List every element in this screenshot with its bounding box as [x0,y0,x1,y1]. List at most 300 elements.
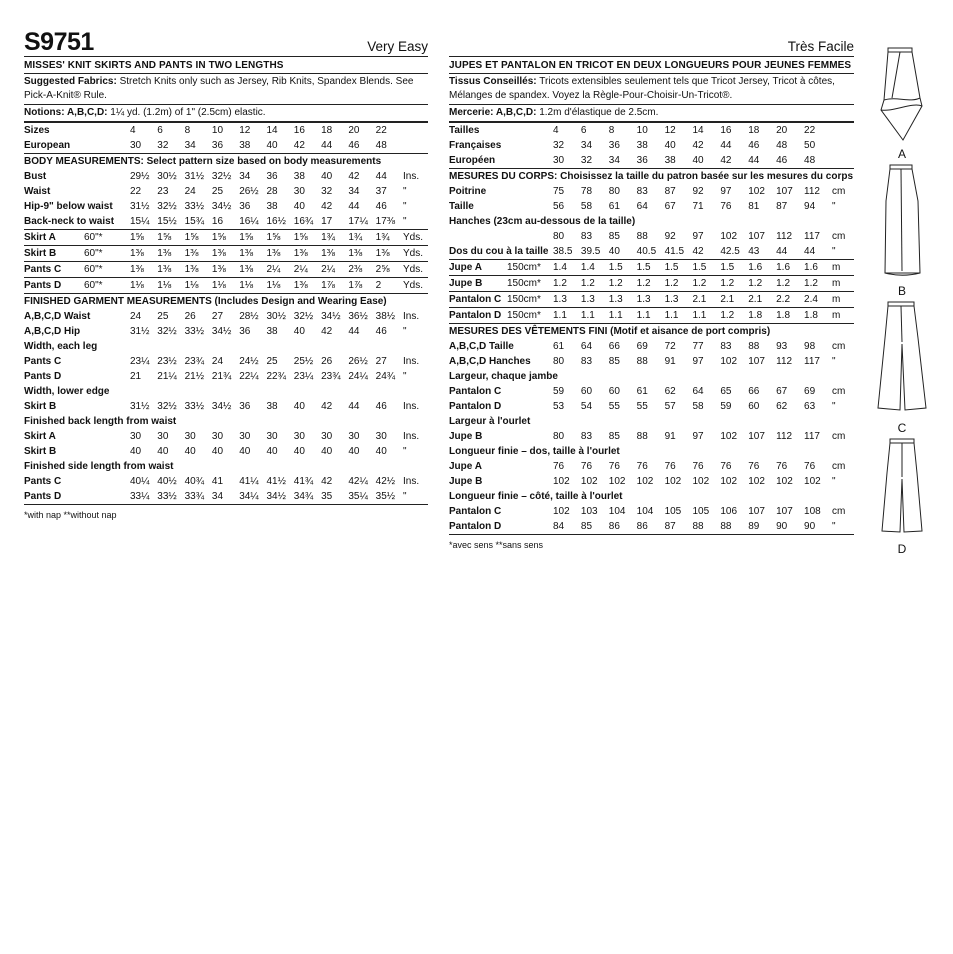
table-cell: 26 [184,311,196,322]
table-cell: 38.5 [553,244,581,260]
table-cell: 67 [776,386,788,397]
table-cell: 23 [157,186,169,197]
table-cell: 44 [804,244,832,260]
table-row [449,184,854,199]
table-cell: 80 [553,356,565,367]
table-cell: 1⅝ [212,230,239,246]
table-cell: 32½ [211,171,232,182]
table-cell: 53 [553,401,565,412]
table-cell: 83 [636,186,648,197]
section-heading-row [449,444,854,459]
table-cell: 83 [720,341,732,352]
table-cell [84,169,130,184]
row-label: Hip-9" below waist [24,201,113,212]
table-cell [507,474,553,489]
table-cell: 16½ [266,214,293,230]
table-cell: 40 [609,244,637,260]
row-label: Pants C [24,476,62,487]
table-cell: 76 [664,461,676,472]
table-cell: 30 [157,431,169,442]
table-cell: 1⅝ [157,230,184,246]
table-cell: 88 [636,231,648,242]
table-cell: 38½ [375,311,396,322]
table-cell: 102 [720,356,738,367]
table-cell: 6 [581,123,609,139]
table-cell: 34 [239,171,251,182]
table-cell: Ins. [403,476,420,487]
table-cell: 44 [348,401,360,412]
section-heading-row [449,369,854,384]
table-cell: 2.2 [776,292,804,308]
table-cell: " [403,214,428,230]
table-cell: 117 [804,431,820,442]
table-cell: " [832,476,836,487]
pants-c-drawing [872,298,932,416]
table-cell: 107 [748,506,765,517]
table-cell: 23¼ [130,356,150,367]
table-cell: 76 [720,461,732,472]
table-cell: 1⅛ [266,278,293,294]
table-cell: 1⅜ [130,262,157,278]
french-column [449,30,854,551]
table-cell: 102 [636,476,654,487]
table-cell: 34½ [266,489,293,505]
table-cell: 4 [553,123,581,139]
row-label: A,B,C,D Waist [24,311,91,322]
pattern-title-fr: JUPES ET PANTALON EN TRICOT EN DEUX LONGUEURS POUR JEUNES FEMMES [449,57,854,74]
table-cell: 27 [375,356,387,367]
table-cell: 35¼ [348,489,375,505]
table-cell: 32½ [157,401,177,412]
table-cell: 1.4 [581,260,609,276]
table-cell: 102 [720,476,738,487]
table-cell: 84 [553,519,581,535]
table-cell: 30 [375,431,387,442]
table-cell: 1.1 [581,308,609,324]
table-cell: 32½ [157,201,177,212]
table-cell: 40 [239,446,251,457]
row-label: Skirt A [24,230,84,246]
table-row [449,354,854,369]
table-cell: 64 [692,386,704,397]
table-cell: 48 [376,138,403,154]
table-cell: 76 [748,461,760,472]
row-label [449,229,507,244]
table-cell: 36 [637,153,665,169]
row-label: Européen [449,153,507,169]
table-cell: 1⅜ [266,246,293,262]
table-cell: 1.5 [720,260,748,276]
table-row [449,504,854,519]
table-cell: 1¾ [348,230,375,246]
section-heading: Finished side length from waist [24,461,174,472]
table-cell: 58 [692,401,704,412]
table-cell: 77 [692,341,704,352]
table-cell: 30 [293,431,305,442]
table-cell: 107 [776,186,793,197]
table-cell: 42.5 [720,244,748,260]
table-cell: 55 [608,401,620,412]
table-cell: 42¼ [348,476,368,487]
table-cell: 1.6 [804,260,832,276]
section-heading: Largeur, chaque jambe [449,371,558,382]
view-c [872,298,942,435]
table-cell: 34 [185,138,212,154]
table-cell: Yds. [403,278,428,294]
table-cell: 36 [212,138,239,154]
table-cell: " [403,201,407,212]
section-heading: Longueur finie – côté, taille à l'ourlet [449,491,623,502]
table-cell: 108 [804,506,821,517]
table-cell: 76 [692,461,704,472]
row-label: Skirt B [24,401,57,412]
section-heading: MESURES DES VÊTEMENTS FINI (Motif et aisance de port compris) [449,326,771,337]
table-cell: 67 [664,201,676,212]
table-cell: 88 [748,341,760,352]
table-cell: 40 [664,140,676,151]
table-cell: 69 [804,386,816,397]
table-cell: 40 [266,138,293,154]
table-cell: 1⅝ [130,230,157,246]
table-cell: 46 [776,153,804,169]
table-row [449,153,854,169]
table-cell: 75 [553,186,565,197]
row-label: A,B,C,D Hanches [449,356,531,367]
table-cell [832,138,854,153]
row-label: Skirt B [24,446,57,457]
garment-views [872,40,942,556]
table-row [24,278,428,294]
table-cell: 85 [608,431,620,442]
table-cell: 80 [553,231,565,242]
table-cell: 22 [804,123,832,139]
row-label: A,B,C,D Taille [449,341,514,352]
table-cell: 1⅛ [212,278,239,294]
table-cell: 40 [321,171,333,182]
row-label: Taille [449,201,474,212]
table-cell: 1.8 [804,308,832,324]
table-cell: 1.1 [637,308,665,324]
view-label: D [897,542,907,556]
table-cell: 1.6 [776,260,804,276]
section-heading: Width, lower edge [24,386,110,397]
table-cell: 2⅜ [348,262,375,278]
suggested-fabrics-fr: Tissus Conseillés: Tricots extensibles seulement tels que Tricot Jersey, Tricot à côtes, Mélanges de spandex. Voyez la Règle-Pour-Choisir-Un-Tricot®. [449,74,854,105]
table-cell: 42 [692,244,720,260]
table-cell: 41.5 [665,244,693,260]
table-cell [507,123,553,139]
table-cell: 102 [608,476,626,487]
table-cell: 1⅛ [130,278,157,294]
row-label: Skirt A [24,431,56,442]
table-cell: 42 [321,476,333,487]
table-row [449,399,854,414]
table-cell: 34½ [321,311,341,322]
row-label: Bust [24,171,47,182]
table-cell: Ins. [403,356,420,367]
table-cell: 26½ [348,356,368,367]
table-cell [84,489,130,505]
table-cell: 33½ [157,489,184,505]
table-cell: 85 [608,231,620,242]
table-cell: 17¼ [348,214,375,230]
table-cell: 40.5 [637,244,665,260]
table-cell: 102 [553,506,570,517]
table-cell: " [403,371,407,382]
table-cell: 30½ [157,171,177,182]
table-row [449,384,854,399]
table-cell: 102 [664,476,682,487]
table-cell: 26 [321,356,333,367]
table-cell: 150cm* [507,260,553,276]
table-cell: 76 [580,461,593,472]
section-heading-row [24,384,428,399]
table-cell: 83 [580,231,593,242]
table-cell: 54 [580,401,593,412]
section-heading: MESURES DU CORPS: Choisissez la taille du patron basée sur les mesures du corps [449,171,854,182]
table-cell [84,354,130,369]
table-cell: 107 [776,506,793,517]
table-cell: 76 [636,461,648,472]
table-cell: 1.2 [692,276,720,292]
table-cell: 34½ [211,401,232,412]
row-label: Jupe A [449,260,507,276]
table-cell: 1⅜ [294,278,321,294]
table-cell: 38 [266,401,278,412]
table-cell: 23¾ [184,356,205,367]
table-cell: 50 [804,140,816,151]
table-cell: 86 [609,519,637,535]
table-cell: 41 [211,476,224,487]
table-cell: 40 [293,201,305,212]
table-cell: " [832,356,836,367]
table-row [24,369,428,384]
row-label: Pants D [24,489,84,505]
table-row [449,459,854,474]
table-cell [507,384,553,399]
table-cell: 18 [321,123,348,139]
section-heading-row [449,214,854,229]
section-heading: Finished back length from waist [24,416,177,427]
table-cell: 88 [636,431,648,442]
table-cell: 20 [776,123,804,139]
section-heading-row [449,489,854,504]
table-cell: 16 [294,123,321,139]
table-cell [84,123,130,139]
table-cell: " [832,244,854,260]
table-cell: 35½ [376,489,403,505]
table-row [449,519,854,535]
table-cell: 22 [130,186,142,197]
table-cell [84,309,130,324]
table-cell: 10 [637,123,665,139]
table-cell: 42 [321,326,333,337]
table-cell: 1.5 [665,260,693,276]
pants-d-drawing [872,435,932,537]
table-cell: 17 [321,214,348,230]
table-cell: 24¾ [375,371,396,382]
table-cell: 1.2 [720,276,748,292]
table-cell: 85 [608,356,620,367]
table-cell: cm [832,231,846,242]
table-cell: 102 [776,476,793,487]
table-cell: 38 [266,201,278,212]
table-row [24,444,428,459]
section-heading-row [24,294,428,310]
table-cell: 1⅜ [185,246,212,262]
table-cell: 44 [776,244,804,260]
table-cell: 71 [692,201,704,212]
table-row [449,260,854,276]
table-cell: 104 [636,506,654,517]
row-label: Pantalon D [449,401,502,412]
difficulty-level: Very Easy [367,39,428,54]
table-cell: 1⅜ [239,246,266,262]
section-heading-row [449,414,854,429]
row-label: Pantalon D [449,519,507,535]
table-cell [84,399,130,414]
table-row [24,169,428,184]
table-cell: cm [832,186,846,197]
table-cell: 34½ [211,201,232,212]
table-cell: 1⅞ [348,278,375,294]
table-cell: 97 [692,431,704,442]
table-cell: 1⅜ [185,262,212,278]
table-cell: 37 [375,186,387,197]
table-cell: 44 [348,201,360,212]
row-label: Pants D [24,278,84,294]
table-cell: 97 [720,186,732,197]
table-cell: 61 [553,341,565,352]
section-heading-row [24,414,428,429]
table-cell: 40 [293,326,305,337]
row-label: Dos du cou à la taille [449,244,507,260]
difficulty-level-fr: Très Facile [787,39,854,54]
table-cell: 1.2 [581,276,609,292]
table-row [24,199,428,214]
table-cell: 46 [375,326,387,337]
table-cell: m [832,276,854,292]
table-cell [507,429,553,444]
table-cell: 40 [692,153,720,169]
table-cell: 34 [580,140,593,151]
skirt-b-drawing [872,161,932,279]
table-cell: " [832,519,854,535]
section-heading: Hanches (23cm au-dessous de la taille) [449,216,636,227]
table-cell: 1⅝ [185,230,212,246]
table-cell: 40 [211,446,224,457]
table-cell: 30 [184,431,196,442]
row-label: Jupe A [449,461,482,472]
table-cell: 32 [321,186,333,197]
table-cell: 1.8 [776,308,804,324]
table-cell: 1.2 [553,276,581,292]
table-cell [84,138,130,154]
table-cell: 26½ [239,186,259,197]
table-row [449,339,854,354]
table-cell: 36 [239,401,251,412]
table-cell: 76 [608,461,620,472]
english-header [24,30,428,57]
table-cell: 78 [580,186,593,197]
table-cell: 34¾ [294,489,321,505]
table-cell: 1⅝ [239,230,266,246]
table-cell: 60 [580,386,593,397]
section-heading-row [24,154,428,170]
table-cell: 1⅜ [239,262,266,278]
table-cell: 30 [293,186,305,197]
table-cell: 23½ [157,356,177,367]
table-cell: 1.1 [553,308,581,324]
table-cell: 102 [580,476,598,487]
table-cell [507,138,553,153]
table-cell: 64 [580,341,593,352]
table-cell: Ins. [403,431,420,442]
table-cell: 30 [321,431,333,442]
table-cell: 42 [348,171,360,182]
table-cell: 30 [211,431,224,442]
pattern-code: S9751 [24,28,94,56]
table-cell: 87 [665,519,693,535]
table-cell: 41¼ [239,476,259,487]
french-header [449,30,854,57]
table-cell: 30 [266,431,278,442]
table-cell: 16¾ [294,214,321,230]
row-label: A,B,C,D Hip [24,326,81,337]
size-chart-table-fr [449,122,854,535]
table-cell: 24 [211,356,224,367]
table-cell: 1¾ [376,230,403,246]
table-cell: 81 [748,201,760,212]
table-cell: 2⅝ [376,262,403,278]
table-cell: 58 [580,201,593,212]
table-row [449,244,854,260]
table-cell: 1.3 [665,292,693,308]
table-cell: 92 [664,231,676,242]
row-label: Pants C [24,356,62,367]
table-cell: cm [832,341,846,352]
table-cell: 32½ [157,326,177,337]
table-cell: 24¼ [348,371,368,382]
table-cell [84,184,130,199]
table-cell: 30 [348,431,360,442]
table-cell: m [832,292,854,308]
table-cell: 33¼ [130,489,157,505]
table-cell: 60 [608,386,620,397]
view-label: B [897,284,906,298]
table-cell: 36½ [348,311,368,322]
table-cell: 15½ [157,214,184,230]
view-b [872,161,942,298]
table-row [24,262,428,278]
table-cell: 83 [580,356,593,367]
table-row [449,474,854,489]
skirt-a-drawing [872,40,932,142]
table-cell: 1⅛ [239,278,266,294]
table-cell: 30 [130,138,157,154]
table-cell: 102 [692,476,710,487]
table-cell: 76 [720,201,732,212]
table-cell: 43 [748,244,776,260]
table-cell: 25 [266,356,278,367]
table-cell: 1.2 [776,276,804,292]
table-cell: 1⅜ [294,246,321,262]
table-cell [507,184,553,199]
table-cell: 1⅜ [212,246,239,262]
table-cell: m [832,260,854,276]
table-cell: Yds. [403,230,428,246]
table-cell: 44 [348,326,360,337]
